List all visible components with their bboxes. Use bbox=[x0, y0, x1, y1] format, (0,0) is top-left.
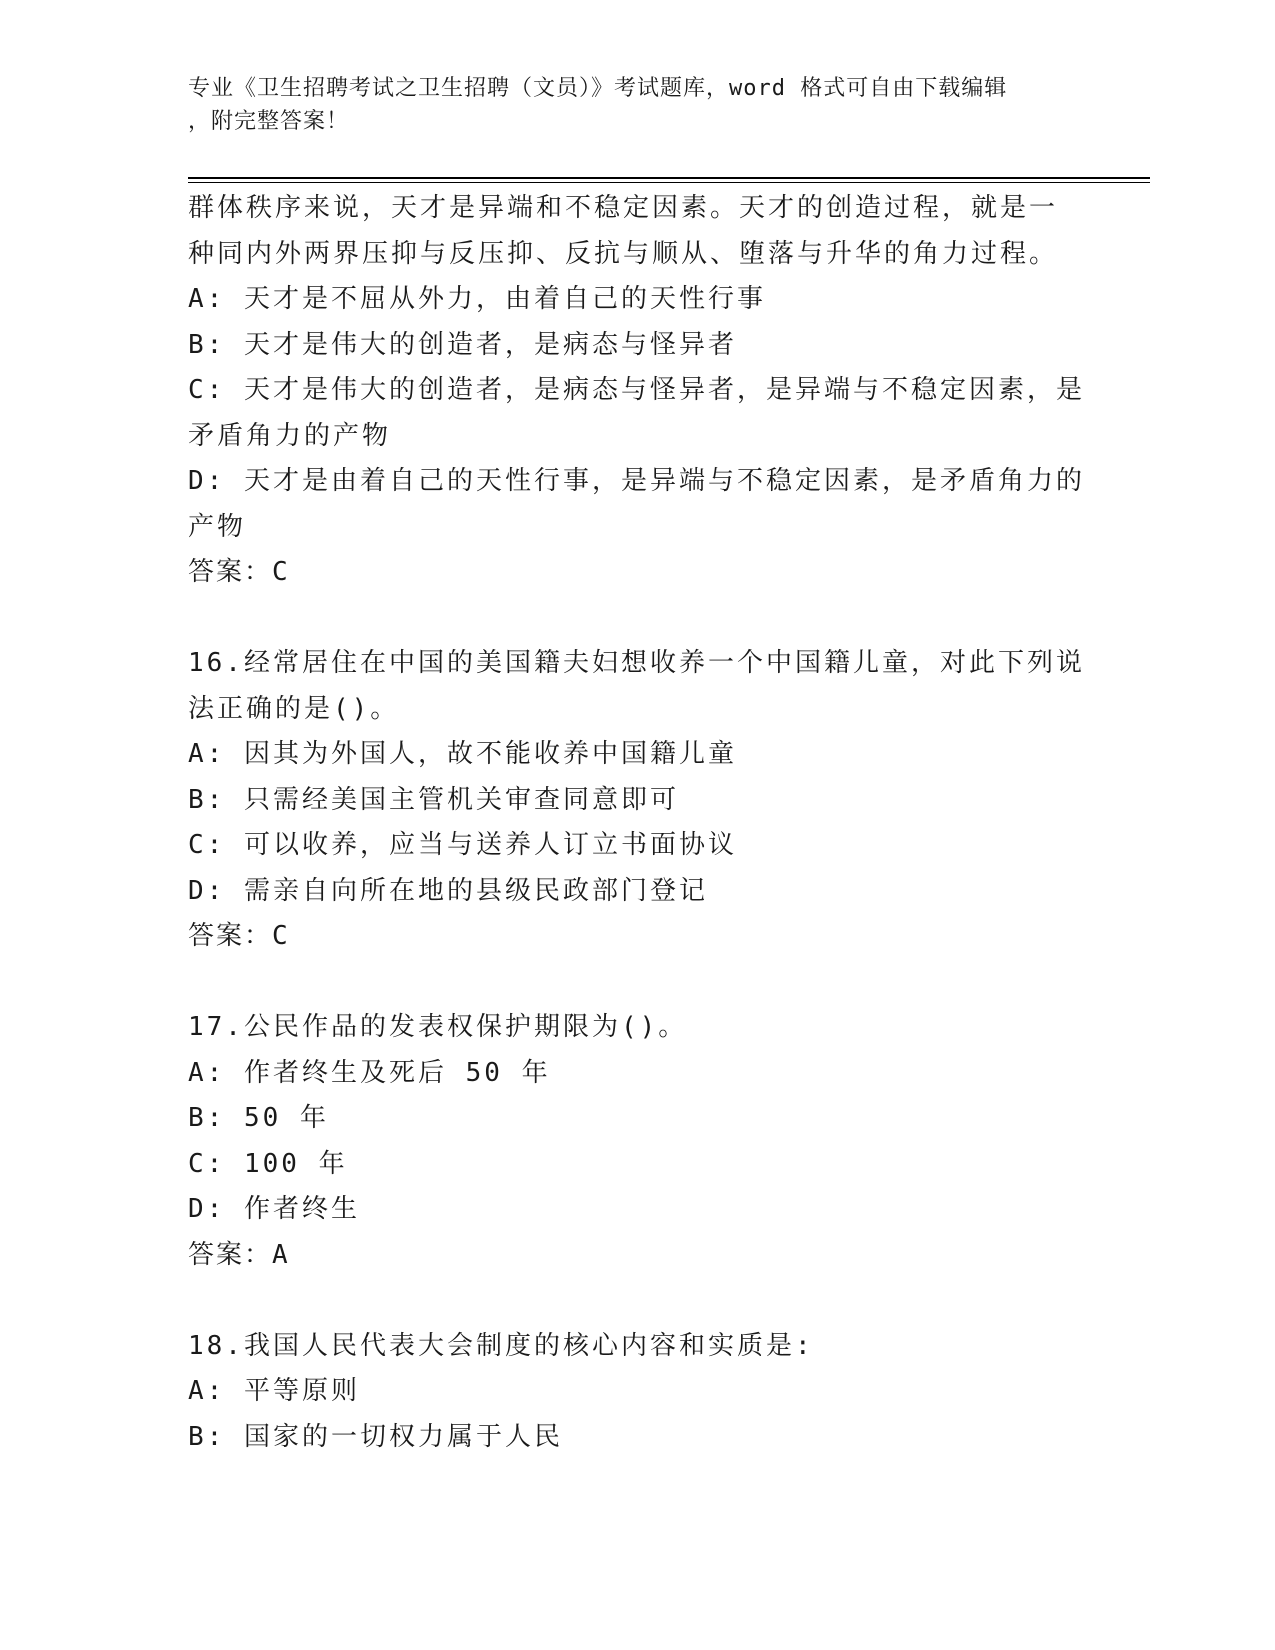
document-body bbox=[188, 186, 1088, 1460]
question-text: 18.我国人民代表大会制度的核心内容和实质是: bbox=[188, 1330, 814, 1361]
answer: 答案：C bbox=[188, 921, 290, 951]
option-b: B: 50 年 bbox=[188, 1103, 329, 1133]
question-text: 17.公民作品的发表权保护期限为()。 bbox=[188, 1012, 688, 1042]
spacer bbox=[188, 596, 1088, 642]
document-header bbox=[188, 72, 1088, 138]
option-a: A: 平等原则 bbox=[188, 1376, 360, 1406]
question-text: 法正确的是()。 bbox=[188, 693, 400, 724]
option-d: D: 天才是由着自己的天性行事，是异端与不稳定因素，是矛盾角力的 bbox=[188, 466, 1085, 496]
header-divider-thin bbox=[188, 182, 1150, 183]
option-a: A: 天才是不屈从外力，由着自己的天性行事 bbox=[188, 284, 766, 314]
question-16 bbox=[188, 641, 1088, 960]
spacer bbox=[188, 1278, 1088, 1324]
option-a: A: 作者终生及死后 50 年 bbox=[188, 1057, 551, 1088]
option-d: D: 需亲自向所在地的县级民政部门登记 bbox=[188, 875, 708, 906]
question-18 bbox=[188, 1324, 1088, 1461]
option-d: D: 作者终生 bbox=[188, 1194, 360, 1224]
question-text: 16.经常居住在中国的美国籍夫妇想收养一个中国籍儿童，对此下列说 bbox=[188, 648, 1085, 678]
question-text: 种同内外两界压抑与反压抑、反抗与顺从、堕落与升华的角力过程。 bbox=[188, 238, 1059, 269]
answer: 答案：C bbox=[188, 557, 290, 587]
answer: 答案：A bbox=[188, 1239, 290, 1270]
spacer bbox=[188, 960, 1088, 1006]
option-c-continued: 矛盾角力的产物 bbox=[188, 420, 392, 451]
option-b: B: 天才是伟大的创造者，是病态与怪异者 bbox=[188, 329, 737, 360]
option-c: C: 天才是伟大的创造者，是病态与怪异者，是异端与不稳定因素，是 bbox=[188, 375, 1085, 405]
option-d-continued: 产物 bbox=[188, 511, 247, 542]
option-b: B: 国家的一切权力属于人民 bbox=[188, 1421, 563, 1452]
option-a: A: 因其为外国人，故不能收养中国籍儿童 bbox=[188, 739, 737, 769]
question-17 bbox=[188, 1005, 1088, 1278]
header-line-2: ，附完整答案！ bbox=[188, 109, 350, 134]
header-divider-thick bbox=[188, 177, 1150, 179]
question-15 bbox=[188, 186, 1088, 596]
option-c: C: 可以收养，应当与送养人订立书面协议 bbox=[188, 830, 737, 860]
option-b: B: 只需经美国主管机关审查同意即可 bbox=[188, 784, 679, 815]
question-text: 群体秩序来说，天才是异端和不稳定因素。天才的创造过程，就是一 bbox=[188, 193, 1059, 223]
header-line-1: 专业《卫生招聘考试之卫生招聘（文员）》考试题库，word 格式可自由下载编辑 bbox=[188, 76, 1008, 101]
option-c: C: 100 年 bbox=[188, 1148, 348, 1179]
